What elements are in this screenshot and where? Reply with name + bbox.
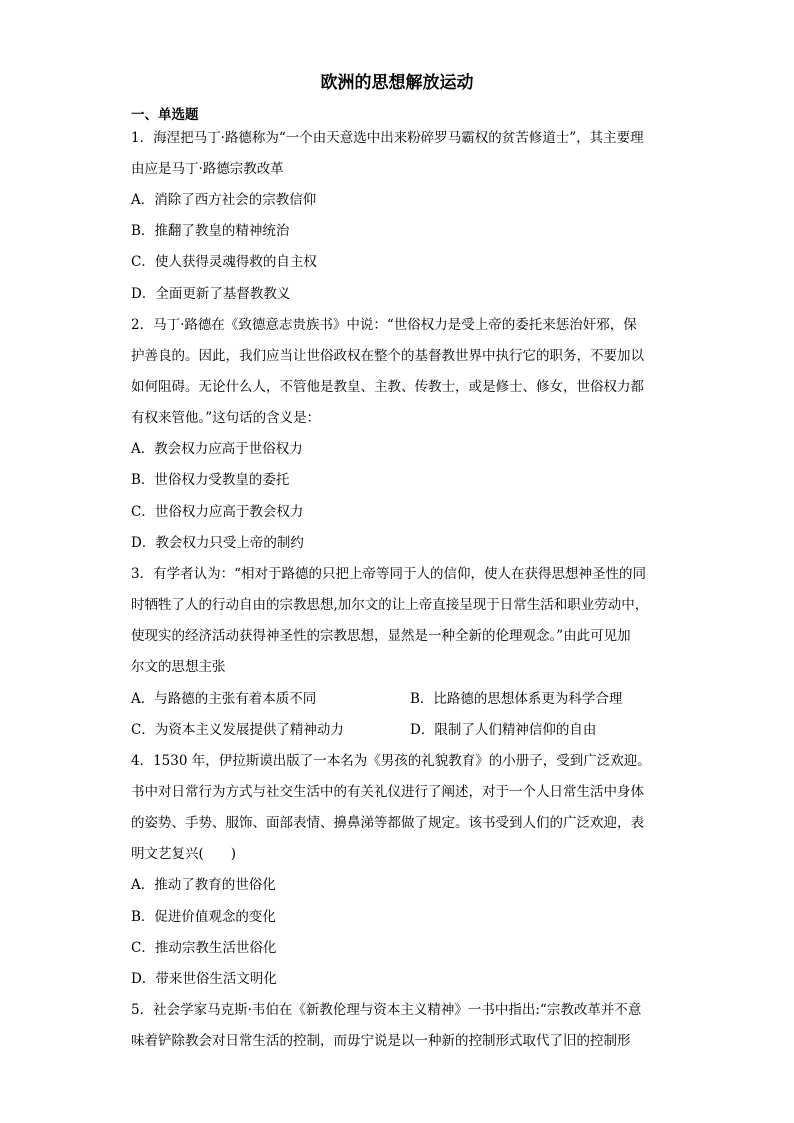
q1-stem-line: 1．海涅把马丁·路德称为“一个由天意选中出来粉碎罗马霸权的贫苦修道士”，其主要理	[131, 130, 644, 146]
q3-stem-line: 3．有学者认为：“相对于路德的只把上帝等同于人的信仰，使人在获得思想神圣性的同	[131, 566, 646, 582]
q4-stem-line: 书中对日常行为方式与社交生活中的有关礼仪进行了阐述，对于一个人日常生活中身体	[131, 784, 644, 800]
q1-option-d: D．全面更新了基督教教义	[131, 286, 291, 302]
q1-option-b: B．推翻了教皇的精神统治	[131, 223, 290, 239]
q5-stem-line: 味着铲除教会对日常生活的控制，而毋宁说是以一种新的控制形式取代了旧的控制形	[131, 1033, 631, 1049]
q3-stem-line: 使现实的经济活动获得神圣性的宗教思想，显然是一种全新的伦理观念。”由此可见加	[131, 628, 631, 644]
q2-stem-line: 有权来管他。”这句话的含义是：	[131, 410, 321, 426]
q2-option-c: C．世俗权力应高于教会权力	[131, 504, 304, 520]
q3-stem-line: 时牺牲了人的行动自由的宗教思想,加尔文的让上帝直接呈现于日常生活和职业劳动中，	[131, 597, 649, 613]
q4-stem-line: 4．1530 年，伊拉斯谟出版了一本名为《男孩的礼貌教育》的小册子，受到广泛欢迎。	[131, 753, 651, 769]
section-heading: 一、单选题	[131, 107, 199, 123]
q2-option-a: A．教会权力应高于世俗权力	[131, 441, 303, 457]
q4-option-c: C．推动宗教生活世俗化	[131, 940, 277, 956]
q4-stem-line: 的姿势、手势、服饰、面部表情、擤鼻涕等都做了规定。该书受到人们的广泛欢迎，表	[131, 815, 644, 831]
q3-option-a: A．与路德的主张有着本质不同	[131, 691, 317, 707]
q2-option-d: D．教会权力只受上帝的制约	[131, 535, 304, 551]
q4-option-a: A．推动了教育的世俗化	[131, 877, 276, 893]
q2-stem-line: 护善良的。因此，我们应当让世俗政权在整个的基督教世界中执行它的职务，不要加以	[131, 348, 644, 364]
q5-stem-line: 5．社会学家马克斯·韦伯在《新教伦理与资本主义精神》一书中指出:“宗教改革并不意	[131, 1002, 642, 1018]
q4-option-b: B．促进价值观念的变化	[131, 909, 276, 925]
q3-option-d: D．限制了人们精神信仰的自由	[410, 722, 597, 738]
q1-option-a: A．消除了西方社会的宗教信仰	[131, 192, 317, 208]
q1-stem-line: 由应是马丁·路德宗教改革	[131, 161, 284, 177]
q4-stem-line: 明文艺复兴( )	[131, 846, 237, 862]
q4-option-d: D．带来世俗生活文明化	[131, 971, 277, 987]
q3-option-b: B．比路德的思想体系更为科学合理	[410, 691, 623, 707]
q1-option-c: C．使人获得灵魂得救的自主权	[131, 254, 317, 270]
q3-stem-line: 尔文的思想主张	[131, 659, 226, 675]
q2-stem-line: 如何阻碍。无论什么人，不管他是教皇、主教、传教士，或是修士、修女，世俗权力都	[131, 379, 644, 395]
q3-option-c: C．为资本主义发展提供了精神动力	[131, 722, 344, 738]
q2-option-b: B．世俗权力受教皇的委托	[131, 472, 290, 488]
q2-stem-line: 2．马丁·路德在《致德意志贵族书》中说：“世俗权力是受上帝的委托来惩治奸邪，保	[131, 317, 637, 333]
page-title: 欧洲的思想解放运动	[320, 73, 474, 93]
